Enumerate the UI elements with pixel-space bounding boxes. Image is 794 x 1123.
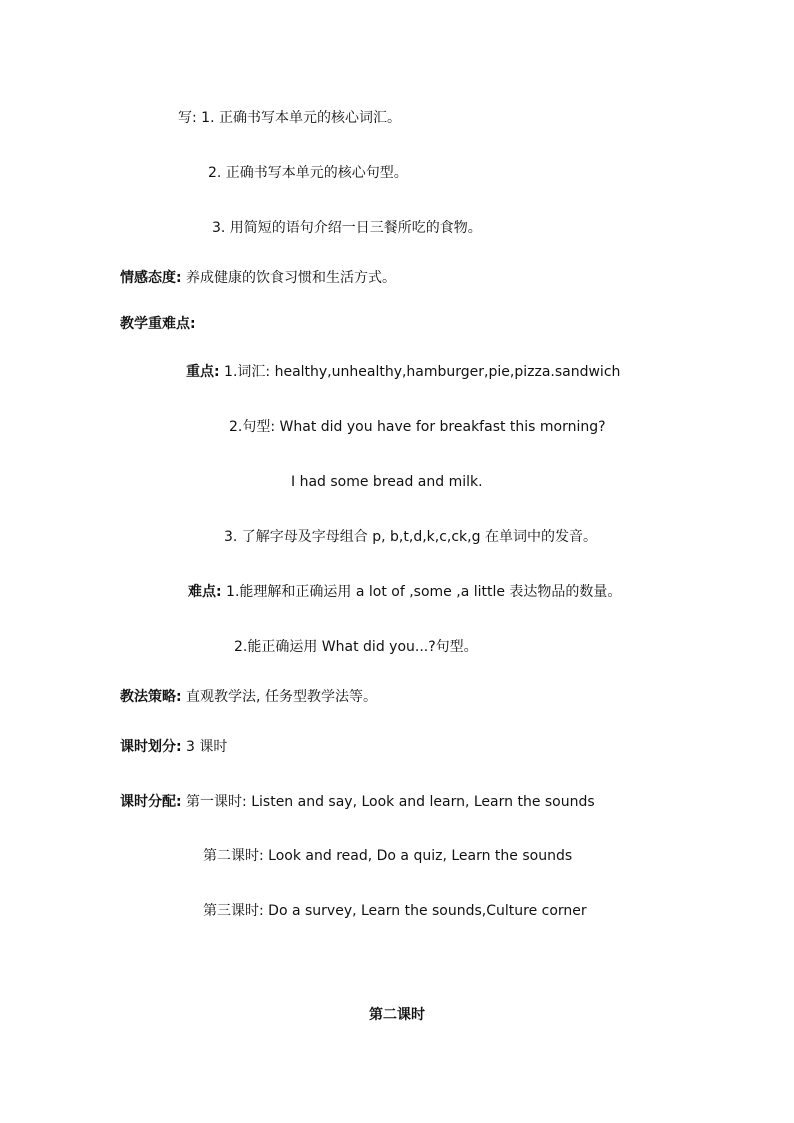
periods-text: 3 课时 xyxy=(181,739,228,755)
key-point-1 xyxy=(186,362,620,382)
allocation-label: 课时分配: xyxy=(120,794,182,810)
key-point-label: 重点: xyxy=(186,364,220,380)
emotion-label: 情感态度: xyxy=(120,270,182,286)
method-text: 直观教学法, 任务型教学法等。 xyxy=(181,689,377,705)
period-allocation-1 xyxy=(120,792,595,812)
write-objective-1 xyxy=(178,108,401,128)
key-point-2-answer: I had some bread and milk. xyxy=(291,474,483,490)
key-difficult-heading: 教学重难点: xyxy=(120,316,196,332)
write-objective-3: 3. 用简短的语句介绍一日三餐所吃的食物。 xyxy=(212,220,482,236)
allocation-1-text: 第一课时: Listen and say, Look and learn, Learn the sounds xyxy=(181,794,595,810)
emotion-attitude xyxy=(120,268,396,288)
difficult-point-2: 2.能正确运用 What did you...?句型。 xyxy=(234,639,478,655)
key-point-3: 3. 了解字母及字母组合 p, b,t,d,k,c,ck,g 在单词中的发音。 xyxy=(224,529,597,545)
emotion-text: 养成健康的饮食习惯和生活方式。 xyxy=(181,270,397,286)
periods-label: 课时划分: xyxy=(120,739,182,755)
difficult-point-label: 难点: xyxy=(188,584,222,600)
period-allocation-3: 第三课时: Do a survey, Learn the sounds,Culture corner xyxy=(203,903,587,919)
period-allocation-2: 第二课时: Look and read, Do a quiz, Learn the sounds xyxy=(203,848,573,864)
teaching-method xyxy=(120,687,377,707)
difficult-point-1 xyxy=(188,582,621,602)
key-point-2: 2.句型: What did you have for breakfast this morning? xyxy=(229,419,606,435)
key-point-1-text: 1.词汇: healthy,unhealthy,hamburger,pie,pizza.sandwich xyxy=(219,364,621,380)
difficult-point-1-text: 1.能理解和正确运用 a lot of ,some ,a little 表达物品的数量。 xyxy=(221,584,622,600)
write-objective-2: 2. 正确书写本单元的核心句型。 xyxy=(208,165,408,181)
method-label: 教法策略: xyxy=(120,689,182,705)
write-label: 写: xyxy=(178,110,202,126)
period-division xyxy=(120,737,227,757)
write-objective-1-text: 1. 正确书写本单元的核心词汇。 xyxy=(201,110,401,126)
section-heading: 第二课时 xyxy=(369,1007,425,1023)
